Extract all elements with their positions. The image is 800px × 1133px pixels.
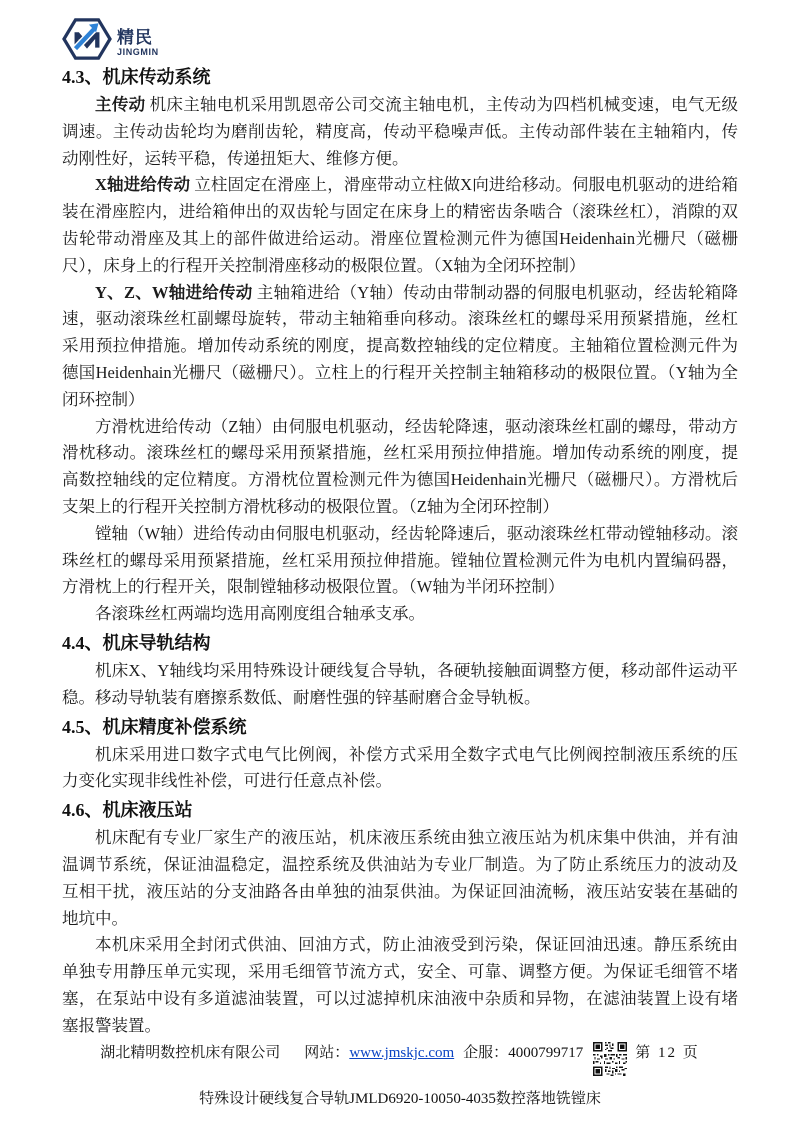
- paragraph-text: 本机床采用全封闭式供油、回油方式，防止油液受到污染，保证回油迅速。静压系统由单独专用静压单元实现，采用毛细管节流方式，安全、可靠、调整方便。为保证毛细管不堵塞，在泵站中设有多道滤油装置，可以过滤掉机床油液中杂质和异物，在滤油装置上设有堵塞报警装置。: [62, 935, 738, 1035]
- document-body: [62, 62, 738, 1040]
- paragraph-text: 主轴箱进给（Y轴）传动由带制动器的伺服电机驱动，经齿轮箱降速，驱动滚珠丝杠副螺母旋转，带动主轴箱垂向移动。滚珠丝杠的螺母采用预紧措施，丝杠采用预拉伸措施。增加传动系统的刚度，提高数控轴线的定位精度。主轴箱位置检测元件为德国Heidenhain光栅尺（磁栅尺）。立柱上的行程开关控制主轴箱移动的极限位置。（Y轴为全闭环控制）: [62, 282, 738, 409]
- paragraph-text: 机床采用进口数字式电气比例阀，补偿方式采用全数字式电气比例阀控制液压系统的压力变化实现非线性补偿，可进行任意点补偿。: [62, 744, 738, 791]
- footer-page-number: 第 12 页: [635, 1045, 700, 1061]
- footer-line1: [0, 1040, 800, 1085]
- paragraph-main-drive: [62, 92, 738, 172]
- footer-website-link[interactable]: www.jmskjc.com: [349, 1045, 455, 1061]
- paragraph-text: 机床X、Y轴线均采用特殊设计硬线复合导轨，各硬轨接触面调整方便，移动部件运动平稳。移动导轨装有磨擦系数低、耐磨性强的锌基耐磨合金导轨板。: [62, 660, 738, 707]
- paragraph-yzw-axis: [62, 280, 738, 414]
- section-heading-4-5: 4.5、机床精度补偿系统: [62, 716, 247, 737]
- paragraph-lead: Y、Z、W轴进给传动: [95, 282, 253, 302]
- page-footer: [0, 1040, 800, 1112]
- footer-doc-title: 特殊设计硬线复合导轨JMLD6920-10050-4035数控落地铣镗床: [199, 1091, 601, 1107]
- section-heading-4-3: 4.3、机床传动系统: [62, 67, 211, 87]
- logo-name-cn: 精民: [117, 27, 153, 47]
- paragraph-oil-supply: [62, 932, 738, 1039]
- paragraph-lead: X轴进给传动: [95, 175, 191, 195]
- paragraph-text: 方滑枕进给传动（Z轴）由伺服电机驱动，经齿轮降速，驱动滚珠丝杠副的螺母，带动方滑枕移动。滚珠丝杠的螺母采用预紧措施，丝杠采用预拉伸措施。增加传动系统的刚度，提高数控轴线的定位精度。方滑枕位置检测元件为德国Heidenhain光栅尺（磁栅尺）。方滑枕后支架上的行程开关控制方滑枕移动的极限位置。（Z轴为全闭环控制）: [62, 416, 738, 516]
- paragraph-compensation: [62, 742, 738, 796]
- paragraph-text: 机床配有专业厂家生产的液压站，机床液压系统由独立液压站为机床集中供油，并有油温调节系统，保证油温稳定，温控系统及供油站为专业厂制造。为了防止系统压力的波动及互相干扰，液压站的分支油路各由单独的油泵供油。为保证回油流畅，液压站安装在基础的地坑中。: [62, 828, 738, 928]
- paragraph-text: 立柱固定在滑座上，滑座带动立柱做X向进给移动。伺服电机驱动的进给箱装在滑座腔内，进给箱伸出的双齿轮与固定在床身上的精密齿条啮合（滚珠丝杠），消隙的双齿轮带动滑座及其上的部件做进给运动。滑座位置检测元件为德国Heidenhain光栅尺（磁栅尺），床身上的行程开关控制滑座移动的极限位置。（X轴为全闭环控制）: [62, 175, 738, 275]
- logo-text: [117, 29, 159, 57]
- qr-code-icon: [593, 1042, 627, 1085]
- paragraph-w-axis: [62, 521, 738, 601]
- jingmin-hexagon-logo-icon: [62, 16, 112, 67]
- page-header: [0, 0, 800, 62]
- paragraph-z-axis: [62, 414, 738, 521]
- footer-service-label: 企服：: [463, 1045, 509, 1061]
- paragraph-ballscrew-bearing: [62, 601, 738, 628]
- company-logo: [62, 16, 800, 67]
- section-heading-4-4: 4.4、机床导轨结构: [62, 632, 211, 653]
- section-heading-4-6: 4.6、机床液压站: [62, 800, 193, 821]
- paragraph-hydraulic-station: [62, 825, 738, 932]
- footer-company: 湖北精明数控机床有限公司: [100, 1045, 281, 1061]
- paragraph-guideway: [62, 658, 738, 712]
- footer-service-phone: 4000799717: [508, 1045, 584, 1061]
- paragraph-lead: 主传动: [95, 95, 146, 114]
- paragraph-text: 各滚珠丝杠两端均选用高刚度组合轴承支承。: [95, 604, 425, 624]
- logo-name-en: JINGMIN: [117, 46, 159, 57]
- paragraph-x-axis: [62, 172, 738, 279]
- paragraph-text: 镗轴（W轴）进给传动由伺服电机驱动，经齿轮降速后，驱动滚珠丝杠带动镗轴移动。滚珠丝杠的螺母采用预紧措施，丝杠采用预拉伸措施。镗轴位置检测元件为电机内置编码器，方滑枕上的行程开关，限制镗轴移动极限位置。（W轴为半闭环控制）: [62, 523, 738, 597]
- paragraph-text: 机床主轴电机采用凯恩帝公司交流主轴电机，主传动为四档机械变速，电气无级调速。主传动齿轮均为磨削齿轮，精度高，传动平稳噪声低。主传动部件装在主轴箱内，传动刚性好，运转平稳，传递扭矩大、维修方便。: [62, 95, 739, 168]
- footer-website-label: 网站：: [304, 1045, 350, 1061]
